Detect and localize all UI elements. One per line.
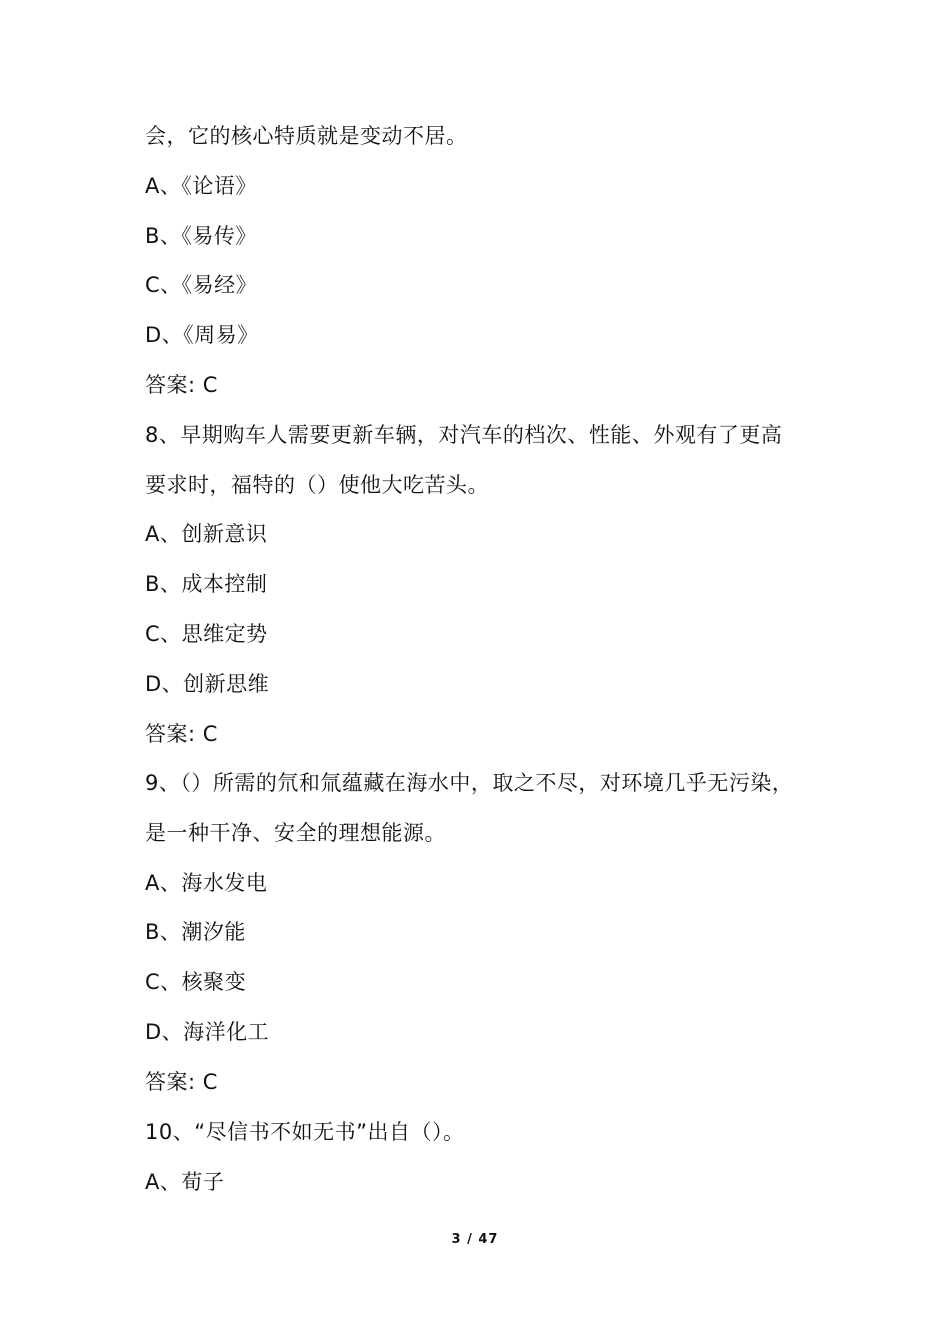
option-a: A、海水发电 xyxy=(145,871,268,895)
option-a: A、创新意识 xyxy=(145,522,268,546)
option-b: B、潮汐能 xyxy=(145,920,246,944)
option-a: A、《论语》 xyxy=(145,174,257,198)
question-8-text-cont: 要求时，福特的（）使他大吃苦头。 xyxy=(145,473,489,497)
page-number: 3 / 47 xyxy=(451,1232,499,1247)
answer: 答案: C xyxy=(145,722,218,746)
answer: 答案: C xyxy=(145,373,218,397)
option-b: B、成本控制 xyxy=(145,572,268,596)
question-8-text: 8、早期购车人需要更新车辆，对汽车的档次、性能、外观有了更高 xyxy=(145,423,783,447)
option-c: C、《易经》 xyxy=(145,273,258,297)
option-b: B、《易传》 xyxy=(145,224,257,248)
question-9-text-cont: 是一种干净、安全的理想能源。 xyxy=(145,821,446,845)
question-10-text: 10、“尽信书不如无书”出自（）。 xyxy=(145,1120,465,1144)
option-c: C、思维定势 xyxy=(145,622,268,646)
option-d: D、《周易》 xyxy=(145,323,259,347)
answer: 答案: C xyxy=(145,1070,218,1094)
question-7-text-end: 会，它的核心特质就是变动不居。 xyxy=(145,124,468,148)
option-d: D、海洋化工 xyxy=(145,1020,270,1044)
option-d: D、创新思维 xyxy=(145,672,270,696)
option-a: A、荀子 xyxy=(145,1170,225,1194)
option-c: C、核聚变 xyxy=(145,970,247,994)
question-9-text: 9、（）所需的氘和氚蕴藏在海水中，取之不尽，对环境几乎无污染， xyxy=(145,771,794,795)
